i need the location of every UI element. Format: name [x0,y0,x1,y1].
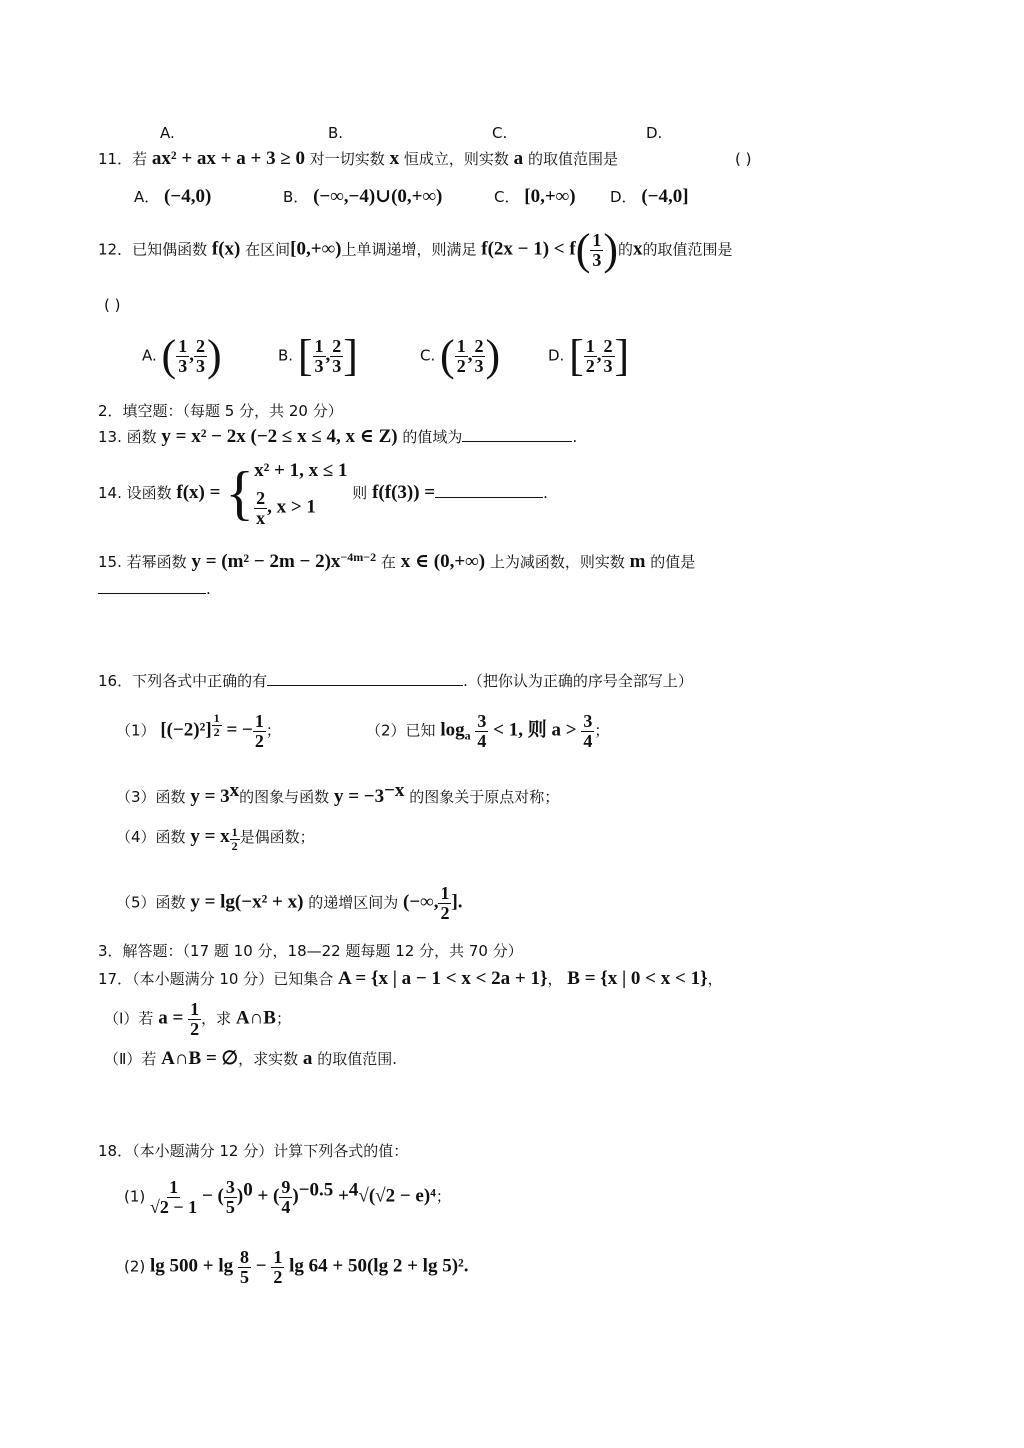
q16-number: 16．下列各式中正确的有 [98,672,268,690]
q11-option-c-value: [0,+∞) [524,186,576,207]
question-14: 14. 设函数 f(x) = { x² + 1, x ≤ 1 $\frac{2}{x}$ , x > 1 则 f(f(3)) = . [98,460,548,528]
top-label-c: C. [492,124,508,142]
q12-paren-right: ) [603,225,619,274]
q11-option-a [134,186,211,209]
q12-paren-left: ( [575,225,591,274]
q11-option-d-label: D． [610,188,637,206]
q11-option-a-value: (−4,0) [164,186,212,207]
q16-item-2: （2）已知 $\log_a$ $\frac{3}{4}$ < 1, 则 a > $\frac{3}{4}$ ； [366,711,610,751]
q11-option-a-label: A． [134,188,160,206]
question-12 [98,225,733,274]
q12-option-a-label: A. [142,346,157,365]
question-13: 13. 函数 y = x² − 2x (−2 ≤ x ≤ 4, x ∈ Z) 的值域为 . [98,426,578,447]
q11-post: 的取值范围是 [527,150,618,168]
q11-option-b-label: B． [283,188,309,206]
q17-set-b: B = {x | 0 < x < 1} [567,968,708,989]
top-label-b: B. [328,124,344,142]
q12-post-b: 的取值范围是 [642,240,733,259]
q12-option-b: B. [ $\frac{1}{3}$ , $\frac{2}{3}$ ] [278,331,358,380]
q13-number: 13. 函数 [98,428,157,446]
q11-var-x: x [389,148,400,169]
q11-answer-paren: ( ) [735,150,752,168]
q12-fx: f(x) [211,238,241,260]
q11-pre: 若 [132,150,148,168]
q12-number: 12． [98,240,133,259]
q16-item-1: （1） [(−2)²] 1 2 = − $\frac{1}{2}$ ； [116,711,281,751]
q12-option-c: C. ( $\frac{1}{2}$ , $\frac{2}{3}$ ) [420,331,501,380]
q17-number: 17．（本小题满分 10 分）已知集合 [98,970,334,988]
q12-option-c-label: C. [420,346,436,365]
top-label-a: A. [160,124,175,142]
q15-answer-line: . [98,580,211,598]
question-11 [98,148,618,171]
q11-option-c-label: C． [494,188,520,206]
q12-mid2: 上单调递增，则满足 [341,240,477,259]
q13-expression: y = x² − 2x (−2 ≤ x ≤ 4, x ∈ Z) [161,426,398,447]
q17-part-2: （Ⅱ）若 A∩B = ∅，求实数 a 的取值范围. [104,1048,397,1069]
q11-number: 11． [98,150,133,168]
q11-option-d-value: (−4,0] [641,186,689,207]
q12-inequality: f(2x − 1) < f [481,238,576,260]
q15-post: 的值是 [650,553,696,571]
q11-expression: ax² + ax + a + 3 ≥ 0 [151,148,305,169]
q12-pre: 已知偶函数 [132,240,208,259]
q14-case-2: $\frac{2}{x}$ , x > 1 [256,487,316,528]
q15-mid2: 上为减函数，则实数 [489,553,625,571]
q16-item-4: （4）函数 y = x 1 2 是偶函数； [116,825,315,853]
q12-option-a: A. ( $\frac{1}{3}$ , $\frac{2}{3}$ ) [142,331,222,380]
q14-expression: f(f(3)) = [372,481,436,503]
q12-option-d-label: D. [548,346,565,365]
q14-number: 14. 设函数 [98,483,172,502]
top-label-d: D. [646,124,663,142]
q15-exponent: −4m−2 [340,550,377,564]
question-15 [98,550,695,574]
question-16 [98,672,693,690]
section-2-heading: 2．填空题：（每题 5 分，共 20 分） [98,402,343,420]
q18-expression-1: (1) $\frac{1}{√2 - 1}$ − ( $\frac{3}{5}$ )$^0$ + ( $\frac{9}{4}$ )$^{-0.5}$ +$^4$√(√2 − e)⁴； [124,1177,451,1217]
q16-answer-blank[interactable] [267,685,463,686]
q14-case-1: x² + 1, x ≤ 1 [254,460,348,481]
q14-fx: f(x) = [176,481,221,503]
section-3-heading: 3．解答题：（17 题 10 分，18—22 题每题 12 分，共 70 分） [98,942,523,960]
q16-post: .（把你认为正确的序号全部写上） [463,672,693,690]
q16-item-5: （5）函数 y = lg(−x² + x) 的递增区间为 (−∞, $\frac{1}{2}$ ]. [116,883,463,923]
q11-option-c [494,186,576,209]
q13-answer-blank[interactable] [462,441,572,442]
q17-part-1: （Ⅰ）若 a = $\frac{1}{2}$ ，求 A∩B； [104,999,291,1039]
q15-pre: 若幂函数 [126,553,187,571]
q11-var-a: a [513,148,524,169]
q15-domain: x ∈ (0,+∞) [400,551,486,572]
q14-then: 则 [352,483,368,502]
q12-mid: 在区间 [245,240,291,259]
q14-piecewise: { x² + 1, x ≤ 1 $\frac{2}{x}$ , x > 1 [225,460,348,528]
q18-expression-2: (2) lg 500 + lg $\frac{8}{5}$ − $\frac{1}{2}$ lg 64 + 50(lg 2 + lg 5)². [124,1247,469,1287]
q15-number: 15. [98,553,122,571]
q15-expression: y = (m² − 2m − 2)x [191,551,341,572]
q11-mid: 对一切实数 [309,150,385,168]
question-18: 18．（本小题满分 12 分）计算下列各式的值： [98,1142,409,1160]
q12-fraction: $\frac{1}{3}$ [592,230,602,270]
q17-set-a: A = {x | a − 1 < x < 2a + 1} [338,968,548,989]
q12-var-x: x [633,238,643,260]
q11-mid2: 恒成立，则实数 [403,150,509,168]
q12-option-d: D. [ $\frac{1}{2}$ , $\frac{2}{3}$ ] [548,331,630,380]
q15-mid: 在 [380,553,396,571]
q11-option-b-value: (−∞,−4)∪(0,+∞) [313,186,443,207]
question-17: 17．（本小题满分 10 分）已知集合 A = {x | a − 1 < x < 2a + 1}， B = {x | 0 < x < 1}， [98,968,723,989]
q13-post: 的值域为 [402,428,463,446]
q12-post-a: 的 [618,240,634,259]
q16-item-3: （3）函数 $y = 3^x$的图象与函数 $y = -3^{-x}$ 的图象关于原点对称； [116,780,560,807]
q15-answer-blank[interactable] [98,593,206,594]
q12-interval: [0,+∞) [290,238,342,260]
q14-answer-blank[interactable] [435,497,543,498]
q15-var-m: m [629,551,646,572]
q12-option-b-label: B. [278,346,294,365]
q11-option-b [283,186,442,209]
q11-option-d [610,186,689,209]
q12-answer-paren: ( ) [104,296,121,314]
